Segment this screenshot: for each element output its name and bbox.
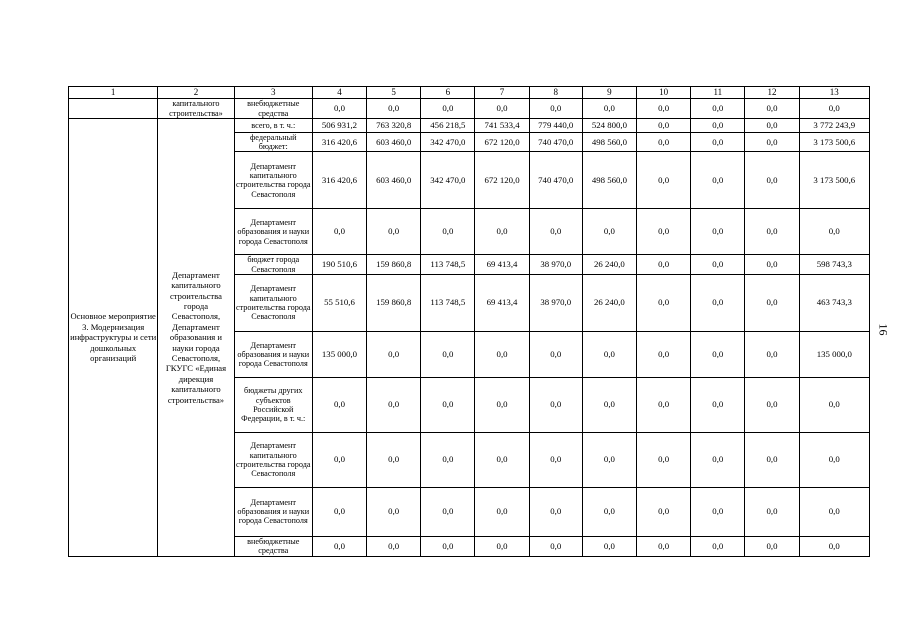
value-cell: 0,0 xyxy=(421,377,475,432)
column-number-1: 1 xyxy=(69,87,158,99)
value-cell: 0,0 xyxy=(367,377,421,432)
value-cell: 603 460,0 xyxy=(367,152,421,209)
value-cell: 0,0 xyxy=(312,209,366,255)
value-cell: 0,0 xyxy=(367,487,421,536)
table-row xyxy=(69,119,870,133)
value-cell: 763 320,8 xyxy=(367,119,421,133)
column-number-11: 11 xyxy=(691,87,745,99)
value-cell: 0,0 xyxy=(691,119,745,133)
value-cell: 0,0 xyxy=(637,331,691,377)
table-body xyxy=(69,87,870,557)
value-cell: 0,0 xyxy=(745,152,799,209)
value-cell: 26 240,0 xyxy=(582,255,636,274)
value-cell: 0,0 xyxy=(637,255,691,274)
column-number-7: 7 xyxy=(475,87,529,99)
value-cell: 0,0 xyxy=(582,432,636,487)
value-cell: 0,0 xyxy=(529,432,582,487)
source-cell: внебюджетные средства xyxy=(234,99,312,119)
value-cell: 0,0 xyxy=(637,152,691,209)
value-cell: 0,0 xyxy=(475,99,529,119)
value-cell: 0,0 xyxy=(312,377,366,432)
value-cell: 69 413,4 xyxy=(475,255,529,274)
value-cell: 0,0 xyxy=(312,432,366,487)
value-cell: 0,0 xyxy=(691,255,745,274)
value-cell: 0,0 xyxy=(421,487,475,536)
value-cell: 0,0 xyxy=(745,536,799,556)
value-cell: 113 748,5 xyxy=(421,274,475,331)
source-cell: Департамент образования и науки города Севастополя xyxy=(234,331,312,377)
value-cell: 0,0 xyxy=(367,536,421,556)
value-cell: 672 120,0 xyxy=(475,133,529,152)
value-cell: 498 560,0 xyxy=(582,152,636,209)
value-cell: 0,0 xyxy=(637,487,691,536)
value-cell: 456 218,5 xyxy=(421,119,475,133)
source-cell: бюджет города Севастополя xyxy=(234,255,312,274)
source-cell: Департамент образования и науки города Севастополя xyxy=(234,209,312,255)
value-cell: 0,0 xyxy=(312,536,366,556)
value-cell: 0,0 xyxy=(367,209,421,255)
source-cell: Департамент капитального строительства города Севастополя xyxy=(234,152,312,209)
value-cell: 0,0 xyxy=(745,119,799,133)
value-cell: 0,0 xyxy=(529,331,582,377)
value-cell: 506 931,2 xyxy=(312,119,366,133)
value-cell: 0,0 xyxy=(637,274,691,331)
value-cell: 0,0 xyxy=(637,536,691,556)
value-cell: 498 560,0 xyxy=(582,133,636,152)
value-cell: 113 748,5 xyxy=(421,255,475,274)
measure-cell: Основное мероприятие 3. Модернизация инфраструктуры и сети дошкольных организаций xyxy=(69,119,158,557)
source-cell: Департамент капитального строительства города Севастополя xyxy=(234,274,312,331)
column-number-2: 2 xyxy=(158,87,234,99)
executors-cell: Департамент капитального строительства города Севастополя, Департамент образования и науки города Севастополя, ГКУГС «Единая дирекция капитального строительства» xyxy=(158,119,234,557)
value-cell: 779 440,0 xyxy=(529,119,582,133)
value-cell: 0,0 xyxy=(529,99,582,119)
value-cell: 463 743,3 xyxy=(799,274,869,331)
value-cell: 69 413,4 xyxy=(475,274,529,331)
column-number-6: 6 xyxy=(421,87,475,99)
column-number-13: 13 xyxy=(799,87,869,99)
value-cell: 0,0 xyxy=(475,432,529,487)
column-number-4: 4 xyxy=(312,87,366,99)
value-cell: 0,0 xyxy=(475,209,529,255)
value-cell: 0,0 xyxy=(637,377,691,432)
value-cell: 342 470,0 xyxy=(421,152,475,209)
value-cell: 159 860,8 xyxy=(367,255,421,274)
value-cell: 135 000,0 xyxy=(799,331,869,377)
value-cell: 0,0 xyxy=(799,377,869,432)
value-cell: 0,0 xyxy=(745,99,799,119)
value-cell: 0,0 xyxy=(745,331,799,377)
value-cell: 0,0 xyxy=(582,209,636,255)
value-cell: 0,0 xyxy=(529,487,582,536)
value-cell: 316 420,6 xyxy=(312,133,366,152)
value-cell: 0,0 xyxy=(745,133,799,152)
value-cell: 0,0 xyxy=(745,377,799,432)
value-cell: 55 510,6 xyxy=(312,274,366,331)
value-cell: 0,0 xyxy=(691,99,745,119)
value-cell: 0,0 xyxy=(582,99,636,119)
column-number-5: 5 xyxy=(367,87,421,99)
value-cell: 0,0 xyxy=(745,255,799,274)
value-cell: 159 860,8 xyxy=(367,274,421,331)
column-number-10: 10 xyxy=(637,87,691,99)
value-cell: 3 173 500,6 xyxy=(799,133,869,152)
value-cell: 0,0 xyxy=(691,133,745,152)
value-cell: 0,0 xyxy=(637,119,691,133)
source-cell: всего, в т. ч.: xyxy=(234,119,312,133)
value-cell: 0,0 xyxy=(475,377,529,432)
value-cell: 0,0 xyxy=(799,99,869,119)
value-cell: 0,0 xyxy=(691,274,745,331)
value-cell: 190 510,6 xyxy=(312,255,366,274)
value-cell: 0,0 xyxy=(745,432,799,487)
page-number: 16 xyxy=(876,323,891,336)
value-cell: 0,0 xyxy=(367,432,421,487)
value-cell: 0,0 xyxy=(529,209,582,255)
value-cell: 0,0 xyxy=(582,487,636,536)
column-number-3: 3 xyxy=(234,87,312,99)
value-cell: 0,0 xyxy=(421,432,475,487)
column-number-9: 9 xyxy=(582,87,636,99)
source-cell: Департамент капитального строительства города Севастополя xyxy=(234,432,312,487)
value-cell: 672 120,0 xyxy=(475,152,529,209)
value-cell: 0,0 xyxy=(582,331,636,377)
value-cell: 0,0 xyxy=(799,432,869,487)
value-cell: 316 420,6 xyxy=(312,152,366,209)
source-cell: Департамент образования и науки города Севастополя xyxy=(234,487,312,536)
value-cell: 0,0 xyxy=(637,99,691,119)
value-cell: 0,0 xyxy=(529,536,582,556)
value-cell: 0,0 xyxy=(637,432,691,487)
value-cell: 0,0 xyxy=(691,432,745,487)
value-cell: 3 772 243,9 xyxy=(799,119,869,133)
value-cell: 598 743,3 xyxy=(799,255,869,274)
value-cell: 135 000,0 xyxy=(312,331,366,377)
value-cell: 0,0 xyxy=(582,377,636,432)
column-number-8: 8 xyxy=(529,87,582,99)
source-cell: федеральный бюджет: xyxy=(234,133,312,152)
value-cell: 0,0 xyxy=(475,331,529,377)
budget-table xyxy=(68,86,870,557)
value-cell: 0,0 xyxy=(421,99,475,119)
value-cell: 0,0 xyxy=(745,487,799,536)
value-cell: 38 970,0 xyxy=(529,274,582,331)
value-cell: 0,0 xyxy=(421,209,475,255)
value-cell: 0,0 xyxy=(691,377,745,432)
value-cell: 0,0 xyxy=(691,536,745,556)
value-cell: 524 800,0 xyxy=(582,119,636,133)
value-cell: 0,0 xyxy=(582,536,636,556)
value-cell: 0,0 xyxy=(691,152,745,209)
value-cell: 0,0 xyxy=(637,133,691,152)
value-cell: 0,0 xyxy=(421,331,475,377)
value-cell: 0,0 xyxy=(691,209,745,255)
value-cell: 0,0 xyxy=(475,536,529,556)
value-cell: 0,0 xyxy=(367,99,421,119)
value-cell: 38 970,0 xyxy=(529,255,582,274)
value-cell: 740 470,0 xyxy=(529,133,582,152)
source-cell: бюджеты других субъектов Российской Федерации, в т. ч.: xyxy=(234,377,312,432)
value-cell: 0,0 xyxy=(799,487,869,536)
value-cell: 0,0 xyxy=(745,274,799,331)
value-cell: 0,0 xyxy=(312,99,366,119)
value-cell: 0,0 xyxy=(745,209,799,255)
value-cell: 0,0 xyxy=(367,331,421,377)
value-cell: 0,0 xyxy=(312,487,366,536)
empty-cell xyxy=(69,99,158,119)
header-row xyxy=(69,87,870,99)
value-cell: 0,0 xyxy=(691,331,745,377)
value-cell: 0,0 xyxy=(421,536,475,556)
value-cell: 342 470,0 xyxy=(421,133,475,152)
value-cell: 3 173 500,6 xyxy=(799,152,869,209)
executor-cell: капитального строительства» xyxy=(158,99,234,119)
value-cell: 0,0 xyxy=(637,209,691,255)
column-number-12: 12 xyxy=(745,87,799,99)
value-cell: 0,0 xyxy=(799,209,869,255)
value-cell: 741 533,4 xyxy=(475,119,529,133)
value-cell: 740 470,0 xyxy=(529,152,582,209)
source-cell: внебюджетные средства xyxy=(234,536,312,556)
value-cell: 0,0 xyxy=(691,487,745,536)
value-cell: 26 240,0 xyxy=(582,274,636,331)
value-cell: 0,0 xyxy=(529,377,582,432)
value-cell: 0,0 xyxy=(475,487,529,536)
value-cell: 603 460,0 xyxy=(367,133,421,152)
value-cell: 0,0 xyxy=(799,536,869,556)
continuation-row xyxy=(69,99,870,119)
